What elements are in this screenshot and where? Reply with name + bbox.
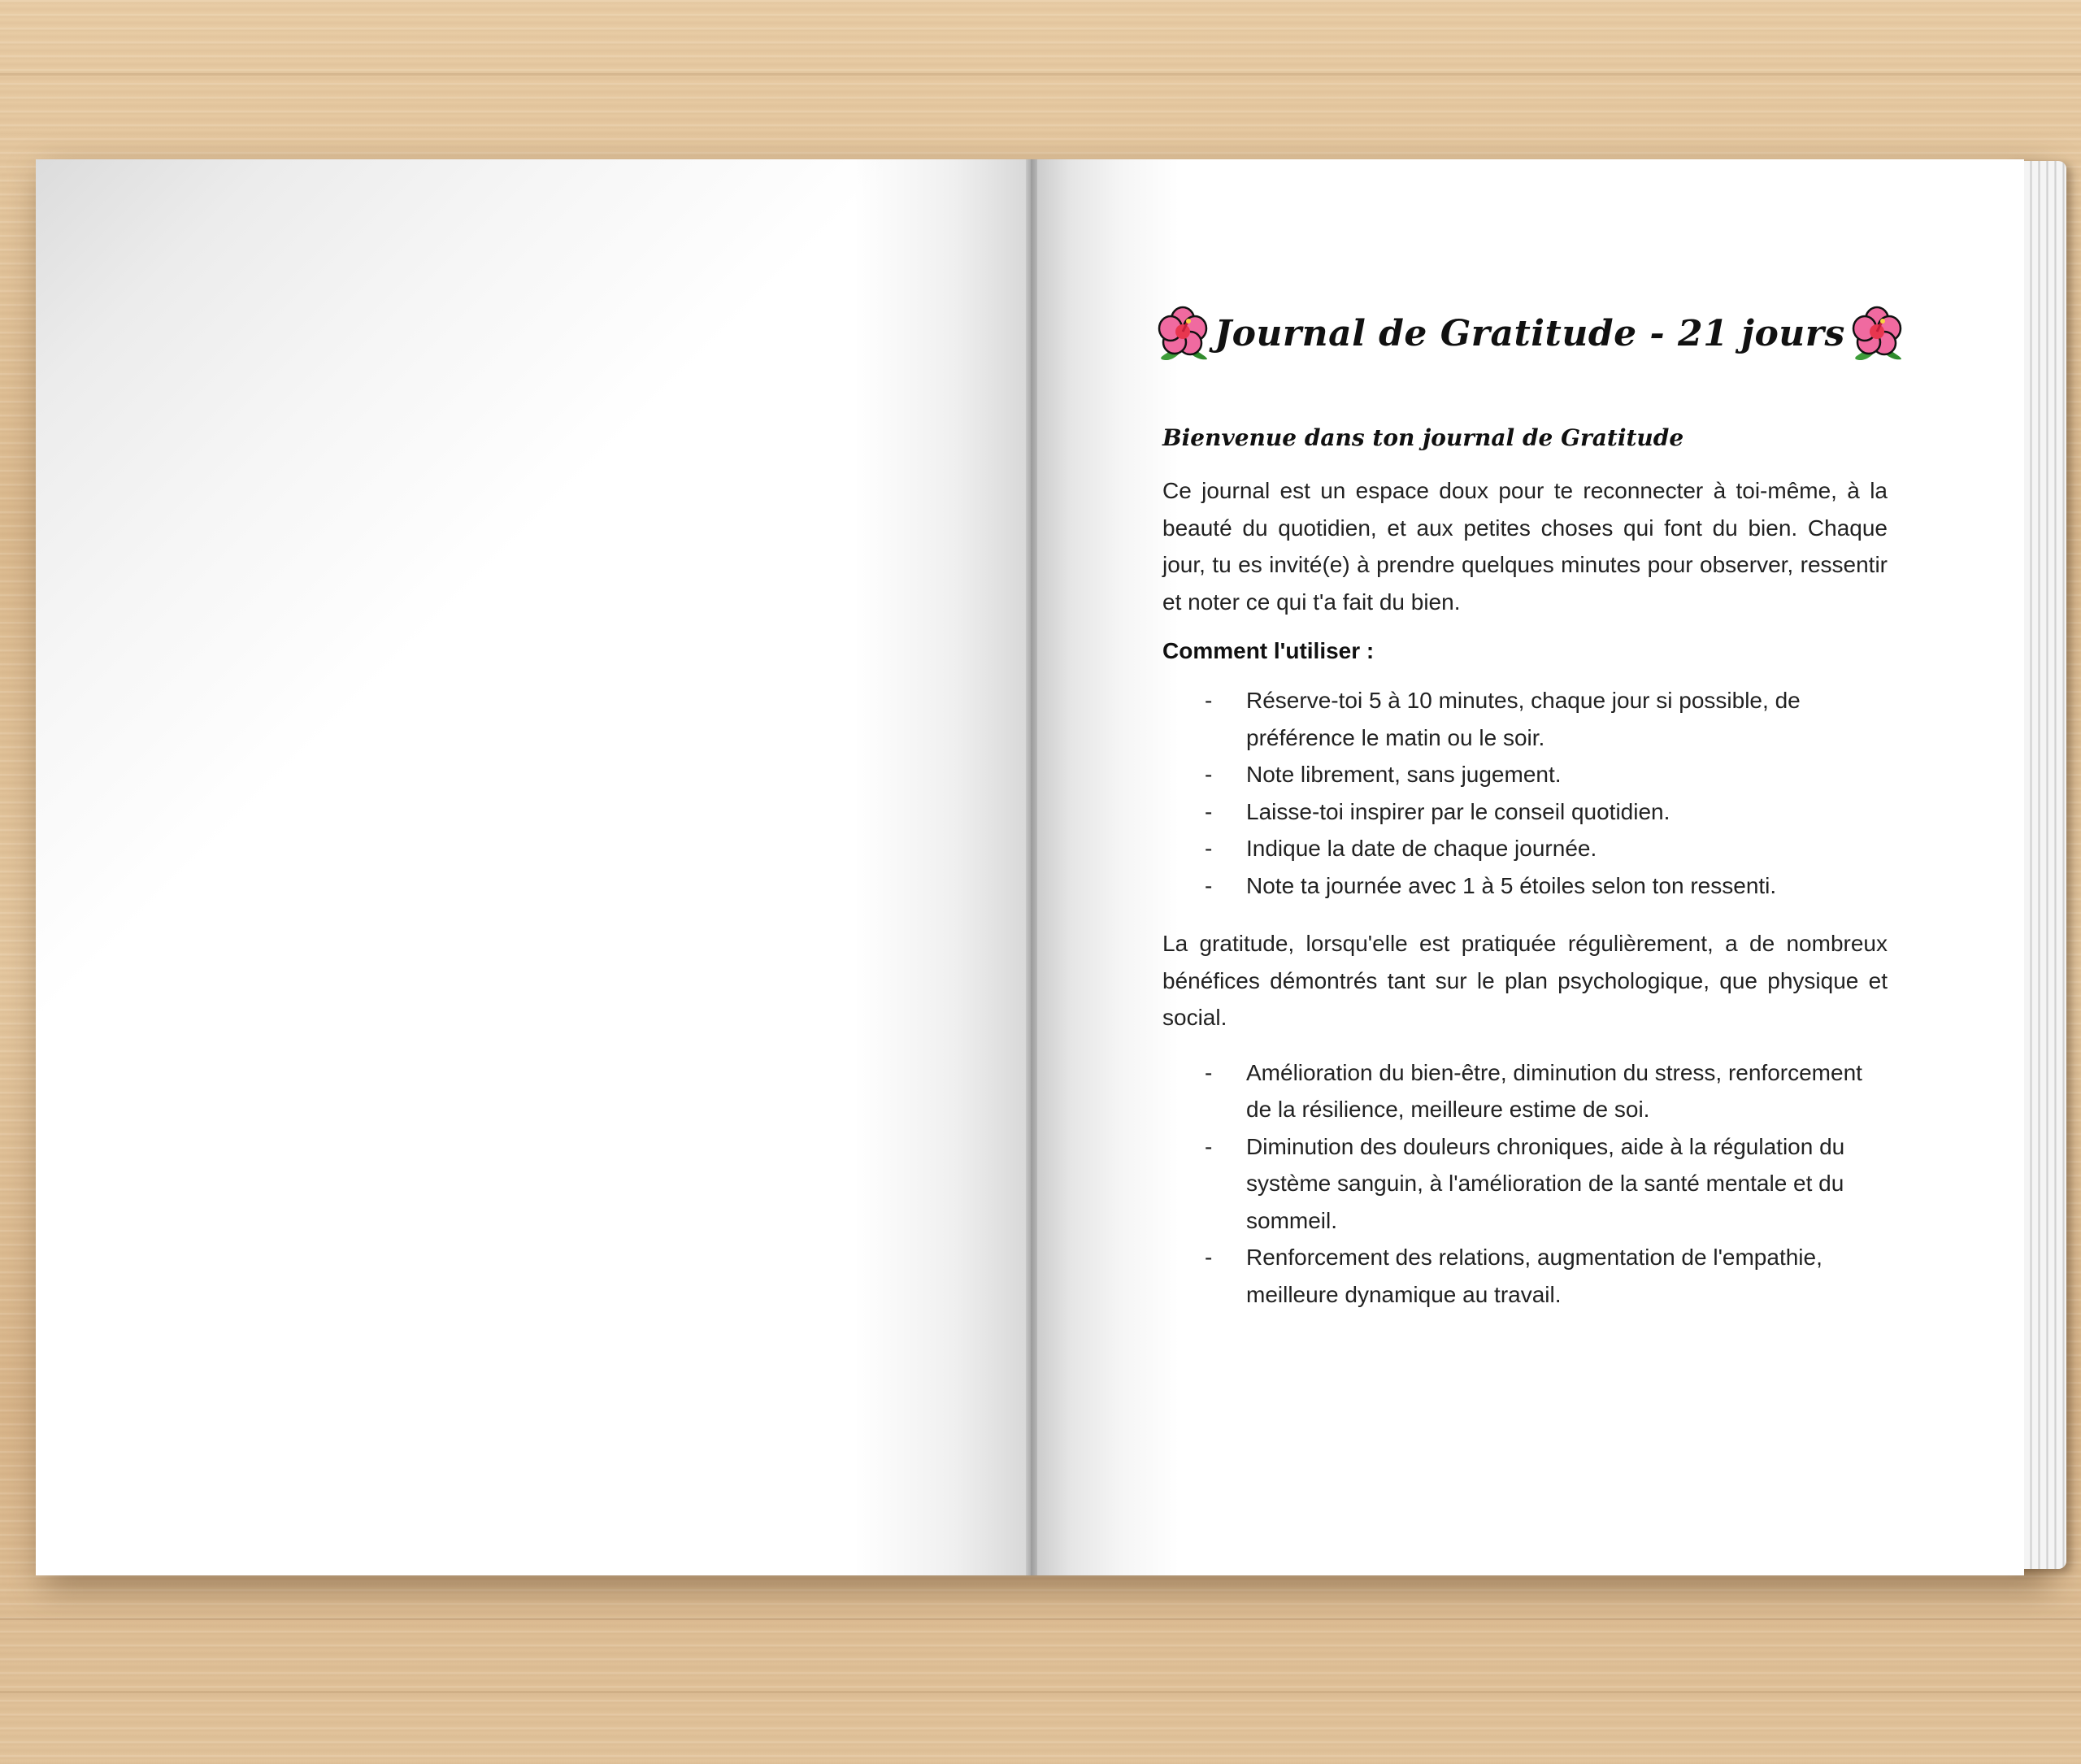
page-content xyxy=(1162,296,1888,1313)
list-item xyxy=(1162,1239,1888,1313)
book-spine xyxy=(1026,159,1037,1575)
how-to-list xyxy=(1162,682,1888,904)
intro-paragraph: Ce journal est un espace doux pour te reconnecter à toi-même, à la beauté du quotidien, et aux petites choses qui font du bien. Chaque jour, tu es invité(e) à prendre quelques minutes pour observer, ressentir et noter ce qui t'a fait du bien. xyxy=(1162,478,1888,615)
left-page-blank xyxy=(36,159,1032,1575)
list-item-text: Renforcement des relations, augmentation de l'empathie, meilleure dynamique au travail. xyxy=(1246,1245,1823,1307)
list-item xyxy=(1162,867,1888,905)
hibiscus-flower-icon xyxy=(1154,305,1211,362)
bullet-dash: - xyxy=(1205,872,1213,898)
page-title: Journal de Gratitude - 21 jours xyxy=(1214,312,1845,354)
list-item-text: Amélioration du bien-être, diminution du stress, renforcement de la résilience, meilleure estime de soi. xyxy=(1246,1059,1862,1122)
bullet-dash: - xyxy=(1205,798,1213,824)
wood-grain-line xyxy=(0,1691,2081,1693)
bullet-dash: - xyxy=(1205,688,1213,713)
list-item xyxy=(1162,756,1888,793)
bullet-dash: - xyxy=(1205,1059,1213,1085)
bullet-dash: - xyxy=(1205,836,1213,861)
list-item-text: Réserve-toi 5 à 10 minutes, chaque jour si possible, de préférence le matin ou le soir. xyxy=(1246,688,1801,750)
title-row xyxy=(1172,296,1888,371)
list-item-text: Diminution des douleurs chroniques, aide à la régulation du système sanguin, à l'amélioration de la santé mentale et du sommeil. xyxy=(1246,1133,1845,1233)
list-item-text: Indique la date de chaque journée. xyxy=(1246,836,1597,861)
how-to-heading: Comment l'utiliser : xyxy=(1162,638,1375,663)
hibiscus-flower-icon xyxy=(1849,305,1905,362)
list-item-text: Laisse-toi inspirer par le conseil quotidien. xyxy=(1246,798,1670,824)
list-item xyxy=(1162,682,1888,756)
bullet-dash: - xyxy=(1205,1133,1213,1159)
list-item-text: Note librement, sans jugement. xyxy=(1246,762,1562,787)
welcome-subtitle: Bienvenue dans ton journal de Gratitude xyxy=(1162,424,1684,451)
list-item xyxy=(1162,1128,1888,1240)
wood-grain-line xyxy=(0,1618,2081,1620)
benefits-list xyxy=(1162,1054,1888,1314)
list-item-text: Note ta journée avec 1 à 5 étoiles selon ton ressenti. xyxy=(1246,872,1777,898)
wood-grain-line xyxy=(0,73,2081,76)
bullet-dash: - xyxy=(1205,762,1213,787)
benefits-paragraph: La gratitude, lorsqu'elle est pratiquée régulièrement, a de nombreux bénéfices démontrés tant sur le plan psychologique, que physique et social. xyxy=(1162,931,1888,1030)
right-page xyxy=(1031,159,2024,1575)
list-item xyxy=(1162,830,1888,867)
list-item xyxy=(1162,793,1888,831)
bullet-dash: - xyxy=(1205,1245,1213,1270)
list-item xyxy=(1162,1054,1888,1128)
